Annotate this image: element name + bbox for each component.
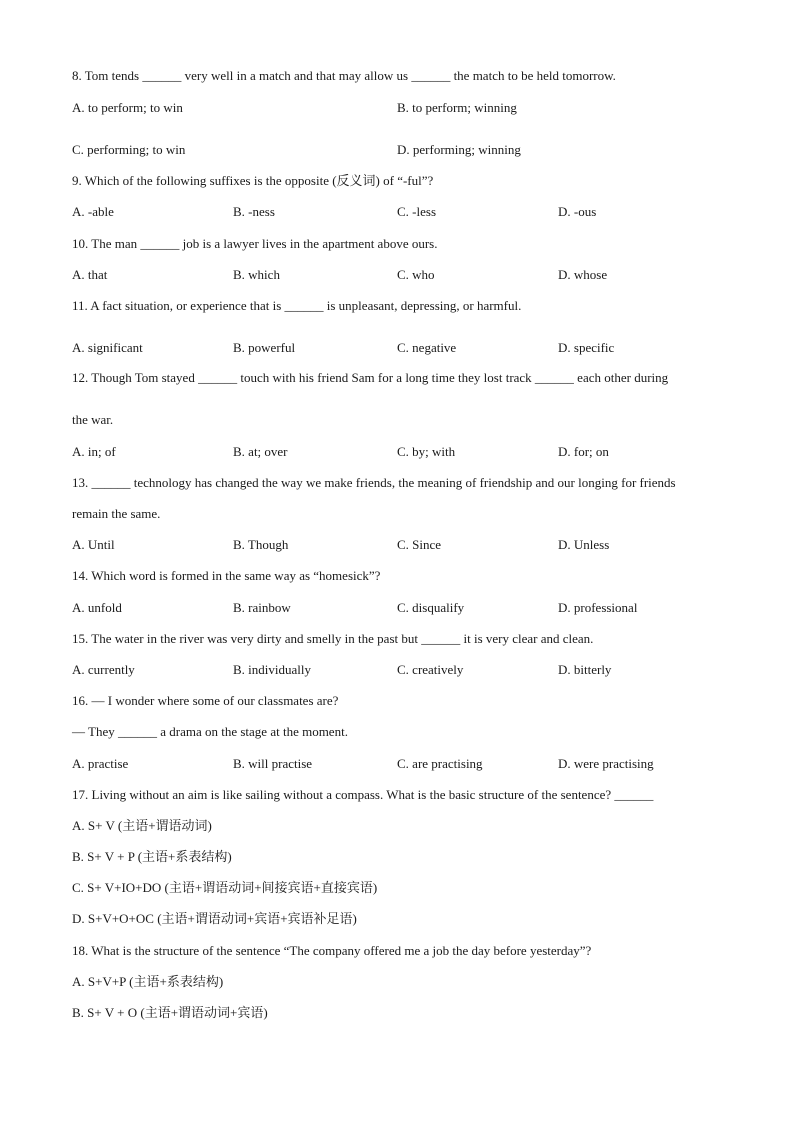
question-14-option-c: C. disqualify xyxy=(397,600,465,615)
question-17-option-d: D. S+V+O+OC (主语+谓语动词+宾语+宾语补足语) xyxy=(72,911,357,926)
question-16-stem-continued: — They ______ a drama on the stage at the moment. xyxy=(72,724,348,739)
question-10-option-d: D. whose xyxy=(558,267,608,282)
question-13-option-b: B. Though xyxy=(233,537,289,552)
question-12-option-c: C. by; with xyxy=(397,444,456,459)
question-17-option-c: C. S+ V+IO+DO (主语+谓语动词+间接宾语+直接宾语) xyxy=(72,880,378,895)
question-16-option-b: B. will practise xyxy=(233,756,313,771)
question-9-option-c: C. -less xyxy=(397,204,436,219)
question-18-option-a: A. S+V+P (主语+系表结构) xyxy=(72,974,224,989)
question-14-stem: 14. Which word is formed in the same way as “homesick”? xyxy=(72,568,381,583)
question-10-stem: 10. The man ______ job is a lawyer lives in the apartment above ours. xyxy=(72,236,438,251)
question-18-option-b: B. S+ V + O (主语+谓语动词+宾语) xyxy=(72,1005,268,1020)
question-17-stem: 17. Living without an aim is like sailing without a compass. What is the basic structure of the sentence? ______ xyxy=(72,787,654,802)
question-15-stem: 15. The water in the river was very dirty and smelly in the past but ______ it is very clear and clean. xyxy=(72,631,594,646)
question-9-option-a: A. -able xyxy=(72,204,114,219)
question-13-stem-continued: remain the same. xyxy=(72,506,161,521)
question-12-stem-continued: the war. xyxy=(72,412,114,427)
question-13-option-d: D. Unless xyxy=(558,537,610,552)
question-16-option-c: C. are practising xyxy=(397,756,483,771)
question-10-option-c: C. who xyxy=(397,267,435,282)
question-10-option-a: A. that xyxy=(72,267,108,282)
question-11-option-d: D. specific xyxy=(558,340,615,355)
question-11-stem: 11. A fact situation, or experience that is ______ is unpleasant, depressing, or harmful. xyxy=(72,298,522,313)
question-10-option-b: B. which xyxy=(233,267,280,282)
question-17-option-a: A. S+ V (主语+谓语动词) xyxy=(72,818,212,833)
question-11-option-b: B. powerful xyxy=(233,340,296,355)
question-9-option-d: D. -ous xyxy=(558,204,597,219)
question-13-option-c: C. Since xyxy=(397,537,442,552)
question-16-option-d: D. were practising xyxy=(558,756,654,771)
question-8-option-a: A. to perform; to win xyxy=(72,100,183,115)
question-15-option-a: A. currently xyxy=(72,662,135,677)
question-8-option-d: D. performing; winning xyxy=(397,142,521,157)
question-11-option-a: A. significant xyxy=(72,340,143,355)
question-12-option-a: A. in; of xyxy=(72,444,116,459)
question-13-option-a: A. Until xyxy=(72,537,115,552)
question-17-option-b: B. S+ V + P (主语+系表结构) xyxy=(72,849,232,864)
question-18-stem: 18. What is the structure of the sentence “The company offered me a job the day before yesterday”? xyxy=(72,943,592,958)
question-15-option-b: B. individually xyxy=(233,662,311,677)
question-16-stem: 16. — I wonder where some of our classmates are? xyxy=(72,693,339,708)
question-12-option-b: B. at; over xyxy=(233,444,288,459)
question-9-option-b: B. -ness xyxy=(233,204,275,219)
question-9-stem: 9. Which of the following suffixes is the opposite (反义词) of “-ful”? xyxy=(72,173,434,188)
question-12-stem: 12. Though Tom stayed ______ touch with his friend Sam for a long time they lost track ______ each other during xyxy=(72,370,669,385)
question-13-stem: 13. ______ technology has changed the way we make friends, the meaning of friendship and our longing for friends xyxy=(72,475,676,490)
question-15-option-c: C. creatively xyxy=(397,662,464,677)
question-15-option-d: D. bitterly xyxy=(558,662,612,677)
question-12-option-d: D. for; on xyxy=(558,444,609,459)
question-11-option-c: C. negative xyxy=(397,340,457,355)
question-8-option-c: C. performing; to win xyxy=(72,142,186,157)
question-8-stem: 8. Tom tends ______ very well in a match and that may allow us ______ the match to be held tomorrow. xyxy=(72,68,616,83)
question-14-option-d: D. professional xyxy=(558,600,638,615)
question-8-option-b: B. to perform; winning xyxy=(397,100,517,115)
question-14-option-b: B. rainbow xyxy=(233,600,291,615)
question-16-option-a: A. practise xyxy=(72,756,129,771)
question-14-option-a: A. unfold xyxy=(72,600,122,615)
